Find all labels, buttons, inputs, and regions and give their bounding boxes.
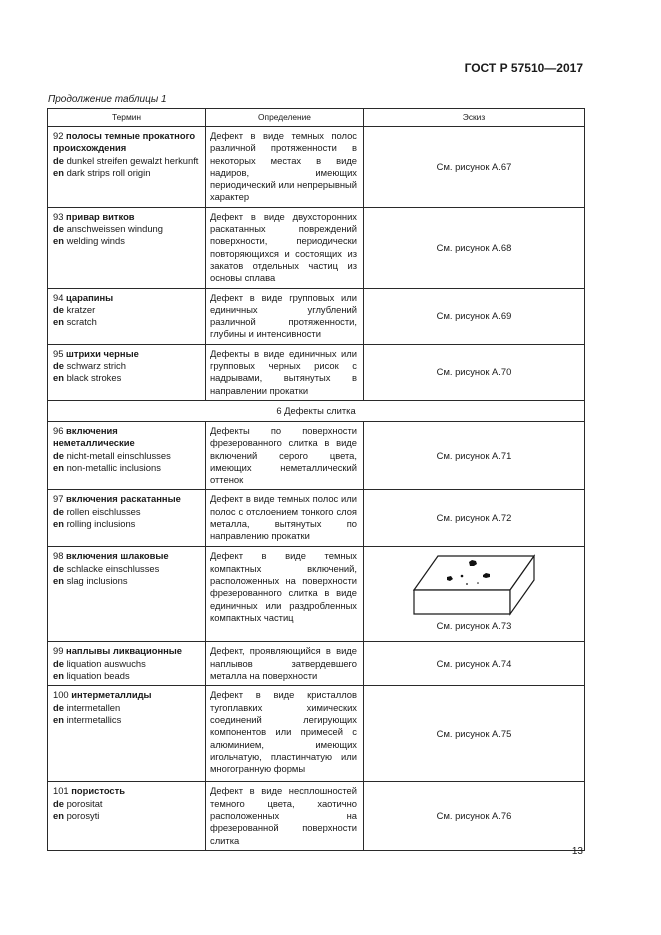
slag-spot (466, 584, 468, 586)
term-cell (48, 782, 206, 850)
term-de: nicht-metall einschlusses (66, 449, 171, 461)
term-ru: интерметаллиды (71, 689, 152, 701)
term-number: 95 (53, 347, 64, 359)
term-en: welding winds (66, 235, 125, 247)
table-row (48, 207, 585, 288)
term-cell (48, 127, 206, 208)
term-en: dark strips roll origin (66, 166, 151, 178)
term-number: 92 (53, 130, 64, 141)
col-header-sketch: Эскиз (364, 109, 585, 127)
term-de: rollen eischlusses (66, 505, 141, 517)
lang-en: en (53, 235, 64, 247)
term-de: intermetallen (66, 701, 121, 713)
term-de: anschweissen windung (66, 223, 163, 235)
definition-cell: Дефект в виде кристаллов тугоплавких химических соединений легирующих компонентов или примесей с алюминием, имеющих игольчатую, пластинчатую или многогранную формы (206, 686, 364, 782)
term-ru: полосы темные прокатного происхождения (53, 130, 196, 154)
term-number: 100 (53, 689, 69, 701)
lang-de: de (53, 154, 64, 166)
standard-id: ГОСТ Р 57510—2017 (464, 61, 583, 75)
term-number: 97 (53, 493, 64, 505)
definition-cell: Дефект в виде двухсторонних раскатанных повреждений поверхности, периодически повторяющихся и состоящих из закатов отдельных частиц из основы сплава (206, 207, 364, 288)
sketch-ref: См. рисунок А.71 (364, 421, 585, 489)
term-cell (48, 288, 206, 344)
term-de: porositat (66, 797, 103, 809)
term-cell (48, 686, 206, 782)
definition-cell: Дефект, проявляющийся в виде наплывов затвердевшего металла на поверхности (206, 642, 364, 686)
term-number: 98 (53, 550, 64, 562)
sketch-ref: См. рисунок А.70 (364, 344, 585, 400)
term-cell (48, 642, 206, 686)
lang-de: de (53, 449, 64, 461)
term-number: 101 (53, 785, 69, 797)
lang-de: de (53, 701, 64, 713)
term-en: rolling inclusions (66, 518, 136, 530)
term-cell (48, 547, 206, 642)
sketch-ref: См. рисунок А.72 (364, 490, 585, 547)
lang-de: de (53, 797, 64, 809)
lang-de: de (53, 562, 64, 574)
lang-de: de (53, 657, 64, 669)
table-row (48, 490, 585, 547)
sketch-ref: См. рисунок А.76 (364, 782, 585, 850)
term-en: slag inclusions (66, 575, 128, 587)
section-row (48, 400, 585, 421)
table-row (48, 782, 585, 850)
term-en: liquation beads (66, 670, 130, 682)
term-ru: царапины (66, 291, 114, 303)
term-ru: наплывы ликвационные (66, 645, 182, 657)
term-cell (48, 207, 206, 288)
term-de: schwarz strich (66, 360, 126, 372)
lang-en: en (53, 461, 64, 473)
lang-en: en (53, 714, 64, 726)
lang-en: en (53, 810, 64, 822)
col-header-term: Термин (48, 109, 206, 127)
term-number: 99 (53, 645, 64, 657)
sketch-ref: См. рисунок А.74 (364, 642, 585, 686)
sketch-cell (364, 547, 585, 642)
definition-cell: Дефекты по поверхности фрезерованного слитка в виде включений серого цвета, имеющих неметаллический оттенок (206, 421, 364, 489)
term-ru: пористость (71, 785, 125, 797)
lang-en: en (53, 518, 64, 530)
table-row (48, 642, 585, 686)
table-row (48, 547, 585, 642)
definition-cell: Дефект в виде групповых или единичных углублений различной протяженности, глубины и интенсивности (206, 288, 364, 344)
page-number: 13 (571, 846, 583, 857)
term-ru: штрихи черные (66, 347, 139, 359)
lang-en: en (53, 575, 64, 587)
slag-spot (461, 575, 464, 578)
term-number: 94 (53, 291, 64, 303)
lang-de: de (53, 223, 64, 235)
term-de: kratzer (66, 303, 96, 315)
terms-table (47, 108, 585, 851)
sketch-ref: См. рисунок А.67 (364, 127, 585, 208)
table-row (48, 686, 585, 782)
term-en: non-metallic inclusions (66, 461, 161, 473)
slag-spot (477, 583, 479, 585)
definition-cell: Дефект в виде темных полос различной протяженности в некоторых местах в виде надиров, имеющих периодический или непрерывный характер (206, 127, 364, 208)
table-row (48, 127, 585, 208)
definition-cell: Дефекты в виде единичных или групповых черных рисок с надрывами, вытянутых в направлении прокатки (206, 344, 364, 400)
sketch-ref: См. рисунок А.75 (364, 686, 585, 782)
definition-cell: Дефект в виде темных полос или полос с отслоением тонкого слоя металла, вытянутых по направлению прокатки (206, 490, 364, 547)
col-header-definition: Определение (206, 109, 364, 127)
table-row (48, 288, 585, 344)
lang-de: de (53, 303, 64, 315)
term-cell (48, 421, 206, 489)
slab-sketch-figure (412, 554, 536, 618)
term-en: scratch (66, 316, 97, 328)
term-ru: привар витков (66, 210, 135, 222)
slab-front-face (414, 590, 510, 614)
definition-cell: Дефект в виде несплошностей темного цвета, хаотично расположенных на фрезерованной поверхности слитка (206, 782, 364, 850)
lang-en: en (53, 316, 64, 328)
term-en: black strokes (66, 372, 122, 384)
lang-en: en (53, 372, 64, 384)
term-en: intermetallics (66, 714, 122, 726)
term-cell (48, 490, 206, 547)
term-de: liquation auswuchs (66, 657, 146, 669)
section-title: 6 Дефекты слитка (48, 400, 585, 421)
table-header-row (48, 109, 585, 127)
sketch-ref: См. рисунок А.69 (364, 288, 585, 344)
term-en: porosyti (66, 810, 100, 822)
lang-en: en (53, 166, 64, 178)
term-ru: включения неметаллические (53, 424, 135, 449)
table-caption: Продолжение таблицы 1 (48, 94, 167, 105)
lang-en: en (53, 670, 64, 682)
term-ru: включения раскатанные (66, 493, 181, 505)
table-row (48, 421, 585, 489)
sketch-ref: См. рисунок А.68 (364, 207, 585, 288)
table-row (48, 344, 585, 400)
term-number: 96 (53, 424, 64, 436)
term-ru: включения шлаковые (66, 550, 169, 562)
term-de: dunkel streifen gewalzt herkunft (66, 154, 199, 166)
lang-de: de (53, 505, 64, 517)
term-number: 93 (53, 210, 64, 222)
definition-cell: Дефект в виде темных компактных включений, расположенных на поверхности фрезерованного слитка в виде единичных или раздробленных компактных частиц (206, 547, 364, 642)
lang-de: de (53, 360, 64, 372)
sketch-ref: См. рисунок А.73 (436, 620, 512, 632)
term-cell (48, 344, 206, 400)
term-de: schlacke einschlusses (66, 562, 160, 574)
